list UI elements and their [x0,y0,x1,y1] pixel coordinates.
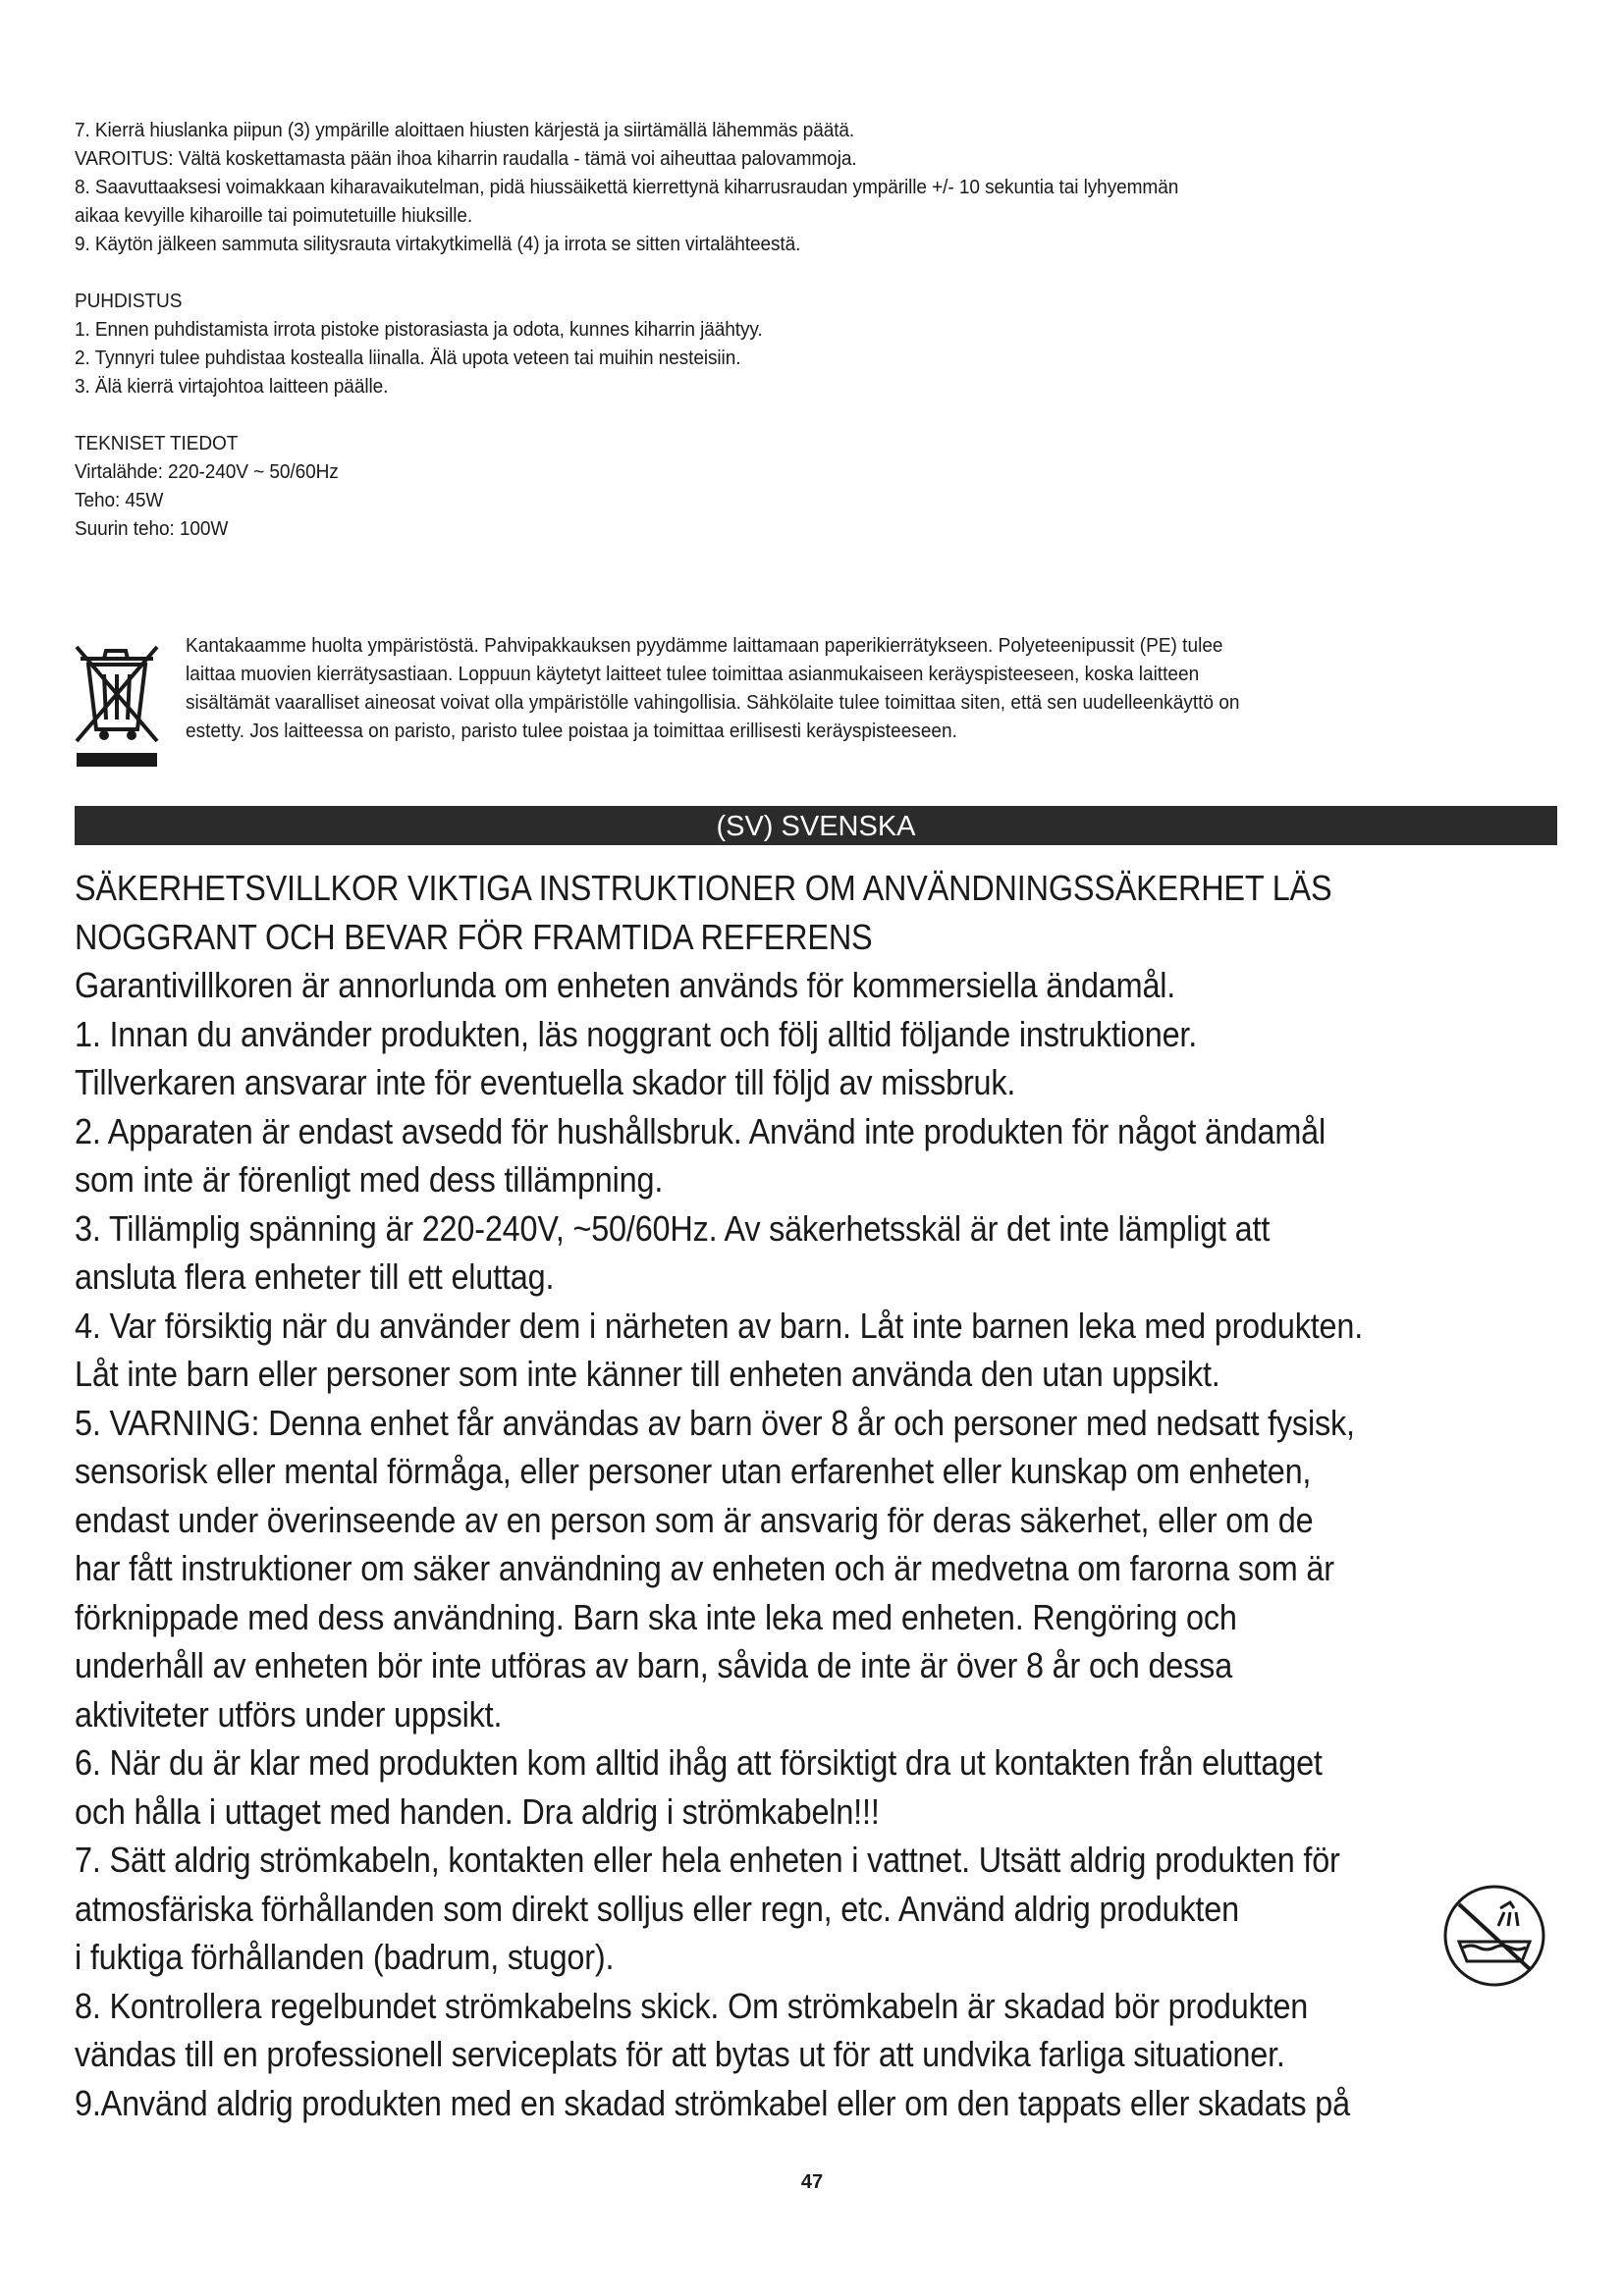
text-line: sisältämät vaaralliset aineosat voivat olla ympäristölle vahingollisia. Sähkölaite tulee toimittaa siten, että sen uudelleenkäyttö on [186,691,1240,714]
text-line: 5. VARNING: Denna enhet får användas av barn över 8 år och personer med nedsatt fysisk, [75,1402,1355,1443]
text-line: Tillverkaren ansvarar inte för eventuella skador till följd av missbruk. [75,1062,1016,1102]
text-line: 8. Saavuttaaksesi voimakkaan kiharavaikutelman, pidä hiussäikettä kierrettynä kiharrusraudan ympärille +/- 10 sekuntia tai lyhyemmän [75,176,1179,198]
text-line: Virtalähde: 220-240V ~ 50/60Hz [75,460,339,483]
text-line: VAROITUS: Vältä koskettamasta pään ihoa kiharrin raudalla - tämä voi aiheuttaa palovammoja. [75,147,857,170]
text-line: 7. Sätt aldrig strömkabeln, kontakten eller hela enheten i vattnet. Utsätt aldrig produkten för [75,1840,1340,1880]
text-line: 8. Kontrollera regelbundet strömkabelns skick. Om strömkabeln är skadad bör produkten [75,1985,1309,2026]
top-instructions [75,116,1557,543]
text-line: endast under överinseende av en person som är ansvarig för deras säkerhet, eller om de [75,1499,1314,1540]
text-line: 1. Ennen puhdistamista irrota pistoke pistorasiasta ja odota, kunnes kiharrin jäähtyy. [75,318,763,341]
text-line: förknippade med dess användning. Barn ska inte leka med enheten. Rengöring och [75,1596,1237,1637]
text-line: Suurin teho: 100W [75,517,229,540]
text-line: estetty. Jos laitteessa on paristo, paristo tulee poistaa ja toimittaa erillisesti keräyspisteeseen. [186,720,957,742]
page-number: 47 [800,2171,824,2193]
text-line: 9.Använd aldrig produkten med en skadad strömkabel eller om den tappats eller skadats på [75,2082,1350,2123]
text-line: 3. Älä kierrä virtajohtoa laitteen päälle. [75,375,389,398]
text-line: vändas till en professionell serviceplats för att bytas ut för att undvika farliga situationer. [75,2034,1285,2074]
text-line: och hålla i uttaget med handen. Dra aldrig i strömkabeln!!! [75,1790,880,1832]
text-line: 9. Käytön jälkeen sammuta silitysrauta virtakytkimellä (4) ja irrota se sitten virtalähteestä. [75,233,801,255]
document-page [75,116,1557,2123]
text-line: SÄKERHETSVILLKOR VIKTIGA INSTRUKTIONER OM ANVÄNDNINGSSÄKERHET LÄS [75,868,1332,908]
text-line: aktiviteter utförs under uppsikt. [75,1693,503,1735]
tech-heading: TEKNISET TIEDOT [75,432,239,454]
text-line: underhåll av enheten bör inte utföras av barn, såvida de inte är över 8 år och dessa [75,1645,1233,1685]
text-line: 6. När du är klar med produkten kom alltid ihåg att försiktigt dra ut kontakten från eluttaget [75,1742,1323,1783]
text-line: Låt inte barn eller personer som inte känner till enheten använda den utan uppsikt. [75,1354,1220,1394]
text-line: som inte är förenligt med dess tillämpning. [75,1159,664,1200]
no-bath-icon [1441,1883,1547,1989]
text-line: atmosfäriska förhållanden som direkt solljus eller regn, etc. Använd aldrig produkten [75,1888,1239,1929]
text-line: aikaa kevyille kiharoille tai poimutetuille hiuksille. [75,204,473,227]
weee-notice [75,631,1557,776]
language-section-bar: (SV) SVENSKA [75,806,1557,845]
text-line: Garantivillkoren är annorlunda om enheten används för kommersiella ändamål. [75,965,1176,1005]
text-line: laittaa muovien kierrätysastiaan. Loppuun käytetyt laitteet tulee toimittaa asianmukaiseen keräyspisteeseen, koska laitteen [186,663,1200,685]
text-line: 2. Tynnyri tulee puhdistaa kostealla liinalla. Älä upota veteen tai muihin nesteisiin. [75,347,741,369]
text-line: 3. Tillämplig spänning är 220-240V, ~50/60Hz. Av säkerhetsskäl är det inte lämpligt att [75,1207,1271,1249]
cleaning-heading: PUHDISTUS [75,290,183,312]
text-line: sensorisk eller mental förmåga, eller personer utan erfarenhet eller kunskap om enheten, [75,1451,1312,1491]
text-line: Teho: 45W [75,489,164,511]
crossed-out-bin-icon [75,645,159,769]
text-line: 1. Innan du använder produkten, läs noggrant och följ alltid följande instruktioner. [75,1013,1198,1054]
text-line: 2. Apparaten är endast avsedd för hushållsbruk. Använd inte produkten för något ändamål [75,1110,1326,1151]
text-line: NOGGRANT OCH BEVAR FÖR FRAMTIDA REFERENS [75,916,873,957]
text-line: 7. Kierrä hiuslanka piipun (3) ympärille aloittaen hiusten kärjestä ja siirtämällä lähemmäs päätä. [75,119,855,141]
swedish-instructions [75,864,1567,2127]
text-line: 4. Var försiktig när du använder dem i närheten av barn. Låt inte barnen leka med produkten. [75,1305,1364,1346]
text-line: ansluta flera enheter till ett eluttag. [75,1256,555,1297]
text-line: har fått instruktioner om säker användning av enheten och är medvetna om farorna som är [75,1548,1334,1588]
text-line: Kantakaamme huolta ympäristöstä. Pahvipakkauksen pyydämme laittamaan paperikierrätykseen. Polyeteenipussit (PE) tulee [186,634,1223,657]
text-line: i fuktiga förhållanden (badrum, stugor). [75,1937,615,1977]
